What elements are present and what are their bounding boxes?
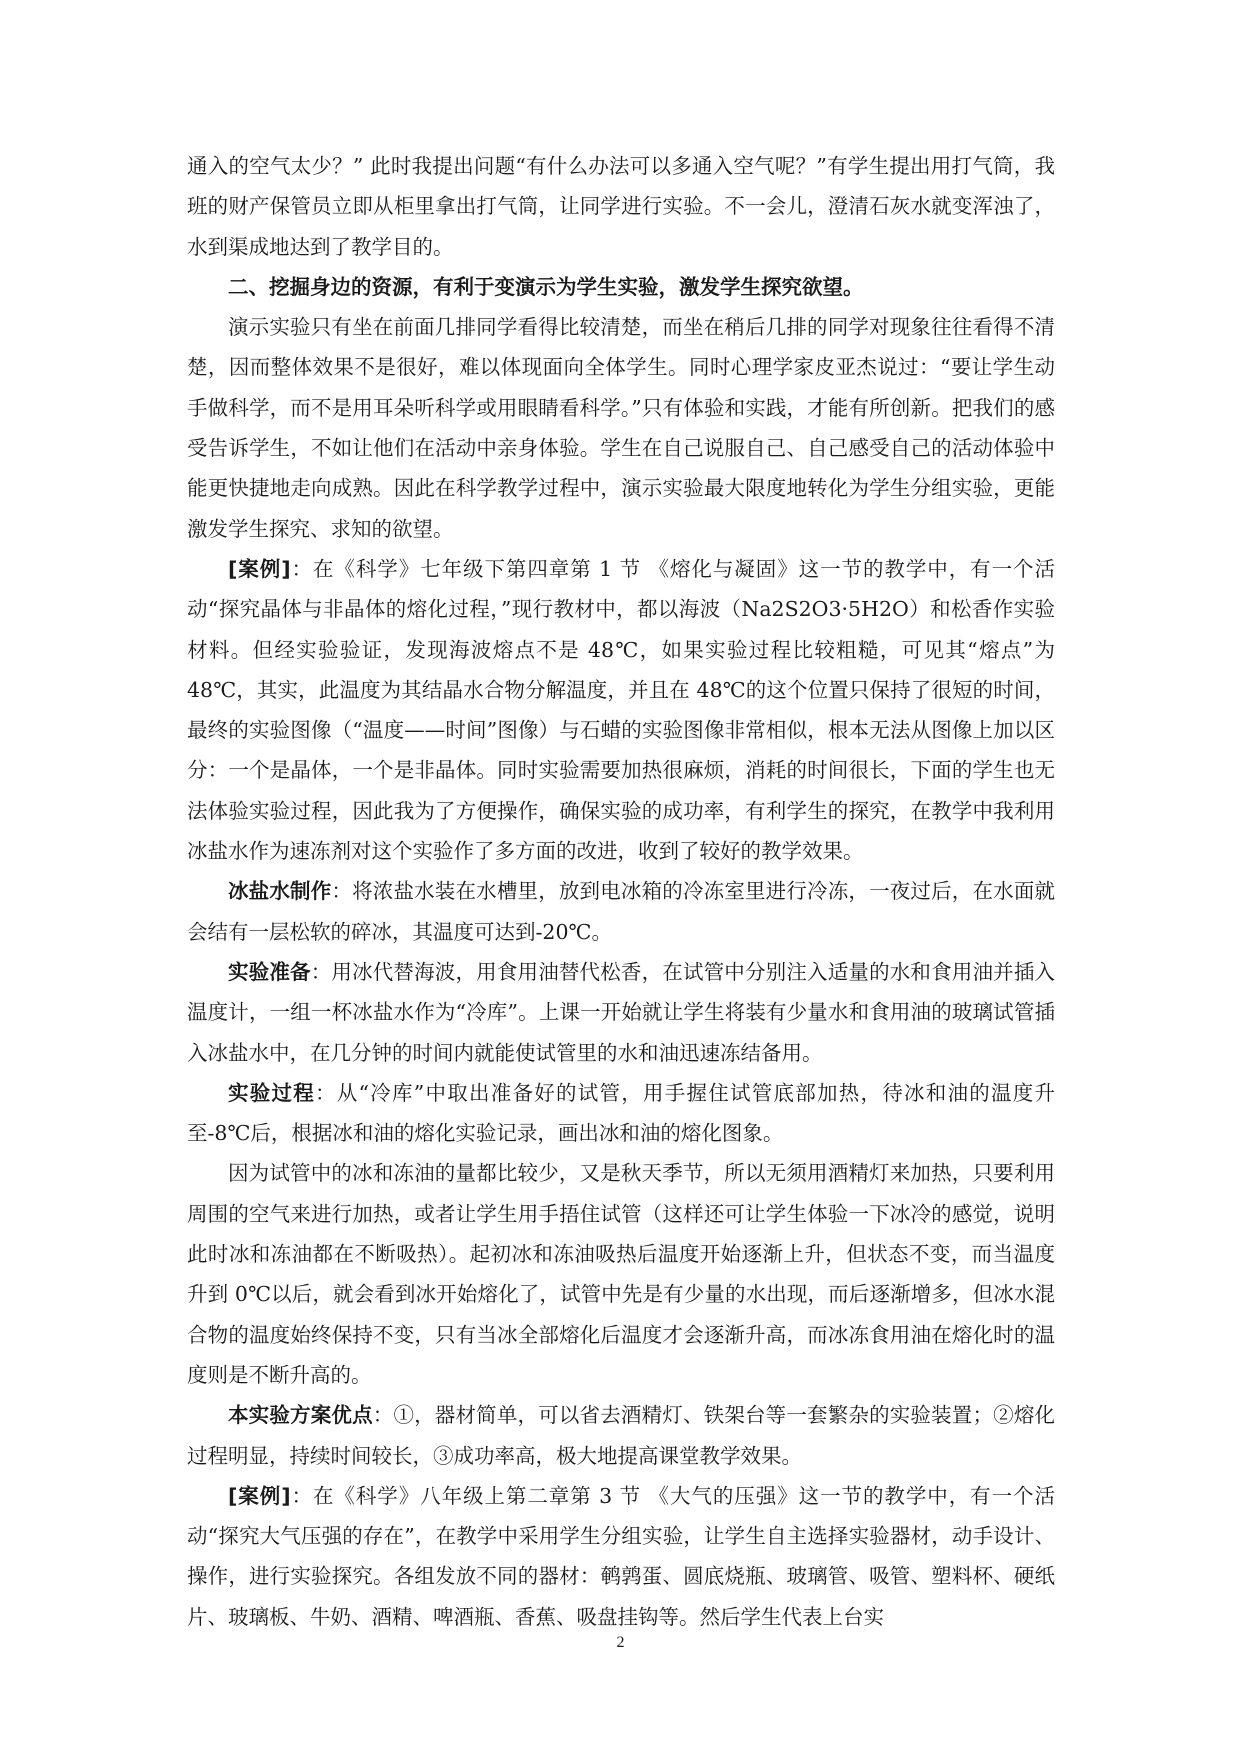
paragraph-text: ：①，器材简单，可以省去酒精灯、铁架台等一套繁杂的实验装置；②熔化过程明显，持续时间较长，③成功率高，极大地提高课堂教学效果。 <box>187 1403 1056 1468</box>
paragraph-text: 演示实验只有坐在前面几排同学看得比较清楚，而坐在稍后几排的同学对现象往往看得不清楚，因而整体效果不是很好，难以体现面向全体学生。同时心理学家皮亚杰说过：“要让学生动手做科学，而不是用耳朵听科学或用眼睛看科学。”只有体验和实践，才能有所创新。把我们的感受告诉学生，不如让他们在活动中亲身体验。学生在自己说服自己、自己感受自己的活动体验中能更快捷地走向成熟。因此在科学教学过程中，演示实验最大限度地转化为学生分组实验，更能激发学生探究、求知的欲望。 <box>187 315 1055 541</box>
paragraph-text: 通入的空气太少？” 此时我提出问题“有什么办法可以多通入空气呢？”有学生提出用打气筒，我班的财产保管员立即从柜里拿出打气筒，让同学进行实验。不一会儿，澄清石灰水就变浑浊了，水到渠成地达到了教学目的。 <box>187 154 1055 259</box>
ice-brine-label: 冰盐水制作 <box>228 879 332 904</box>
case-label: [案例] <box>228 556 291 581</box>
paragraph-text: ：在《科学》八年级上第二章第 3 节 《大气的压强》这一节的教学中，有一个活动“探究大气压强的存在”，在教学中采用学生分组实验，让学生自主选择实验器材，动手设计、操作，进行实验探究。各组发放不同的器材：鹌鹑蛋、圆底烧瓶、玻璃管、吸管、塑料杯、硬纸片、玻璃板、牛奶、酒精、啤酒瓶、香蕉、吸盘挂钩等。然后学生代表上台实 <box>187 1483 1055 1629</box>
paragraph-text: ：将浓盐水装在水槽里，放到电冰箱的冷冻室里进行冷冻，一夜过后，在水面就会结有一层松软的碎冰，其温度可达到-20℃。 <box>187 879 1056 944</box>
paragraph <box>187 307 1055 549</box>
preparation-paragraph <box>187 952 1055 1073</box>
paragraph-text: ：从“冷库”中取出准备好的试管，用手握住试管底部加热，待冰和油的温度升至-8℃后，根据冰和油的熔化实验记录，画出冰和油的熔化图象。 <box>187 1080 1056 1146</box>
paragraph-text: ：用冰代替海波，用食用油替代松香，在试管中分别注入适量的水和食用油并插入温度计，一组一杯冰盐水作为“冷库”。上课一开始就让学生将装有少量水和食用油的玻璃试管插入冰盐水中，在几分钟的时间内就能使试管里的水和油迅速冻结备用。 <box>187 959 1055 1065</box>
advantages-label: 本实验方案优点 <box>228 1403 373 1428</box>
preparation-label: 实验准备 <box>228 959 311 984</box>
paragraph <box>187 1153 1055 1395</box>
ice-brine-paragraph <box>187 871 1055 952</box>
case-paragraph <box>187 1476 1055 1637</box>
paragraph-text: ：在《科学》七年级下第四章第 1 节 《熔化与凝固》这一节的教学中，有一个活动“探究晶体与非晶体的熔化过程，”现行教材中，都以海波（Na2S2O3·5H2O）和松香作实验材料。但经实验验证，发现海波熔点不是 48℃，如果实验过程比较粗糙，可见其“熔点”为 48℃，其实，此温度为其结晶水合物分解温度，并且在 48℃的这个位置只保持了很短的时间，最终的实验图像（“温度——时间”图像）与石蜡的实验图像非常相似，根本无法从图像上加以区分：一个是晶体，一个是非晶体。同时实验需要加热很麻烦，消耗的时间很长，下面的学生也无法体验实验过程，因此我为了方便操作，确保实验的成功率，有利学生的探究，在教学中我利用冰盐水作为速冻剂对这个实验作了多方面的改进，收到了较好的教学效果。 <box>187 556 1055 864</box>
procedure-label: 实验过程 <box>228 1080 316 1105</box>
paragraph-text: 因为试管中的冰和冻油的量都比较少，又是秋天季节，所以无须用酒精灯来加热，只要利用周围的空气来进行加热，或者让学生用手捂住试管（这样还可让学生体验一下冰冷的感觉，说明此时冰和冻油都在不断吸热）。起初冰和冻油吸热后温度开始逐渐上升，但状态不变，而当温度升到 0℃以后，就会看到冰开始熔化了，试管中先是有少量的水出现，而后逐渐增多，但冰水混合物的温度始终保持不变，只有当冰全部熔化后温度才会逐渐升高，而冰冻食用油在熔化时的温度则是不断升高的。 <box>187 1161 1055 1387</box>
case-paragraph <box>187 549 1055 871</box>
page-number: 2 <box>616 1634 625 1651</box>
document-body <box>187 146 1055 1637</box>
advantages-paragraph <box>187 1395 1055 1476</box>
procedure-paragraph <box>187 1073 1055 1154</box>
paragraph-continuation <box>187 146 1055 267</box>
case-label: [案例] <box>228 1483 291 1508</box>
section-heading: 二、挖掘身边的资源，有利于变演示为学生实验，激发学生探究欲望。 <box>228 274 864 299</box>
